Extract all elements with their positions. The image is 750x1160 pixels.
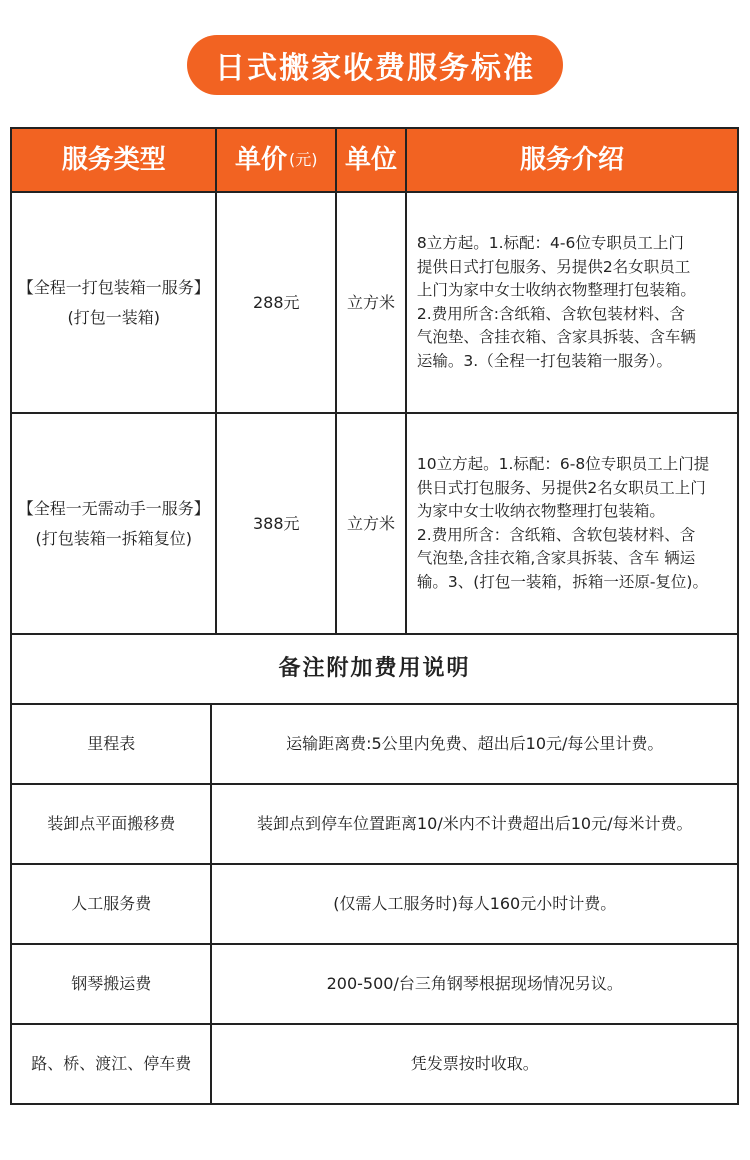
service-description bbox=[407, 414, 739, 635]
description-line: 2.费用所含：含纸箱、含软包装材料、含 bbox=[416, 525, 696, 544]
header-unit-price bbox=[217, 129, 337, 193]
header-unit-price-suffix: (元) bbox=[289, 150, 318, 169]
header-unit: 单位 bbox=[337, 129, 407, 193]
fee-item: 路、桥、渡江、停车费 bbox=[12, 1025, 212, 1105]
description-line: 10立方起。1.标配：6-8位专职员工上门提 bbox=[416, 455, 710, 473]
table-row bbox=[12, 193, 739, 414]
table-row bbox=[12, 414, 739, 635]
fee-row bbox=[12, 945, 739, 1025]
description-line: 上门为家中女士收纳衣物整理打包装箱。 bbox=[416, 281, 696, 299]
header-unit-price-label: 单价 bbox=[235, 145, 288, 175]
header-description: 服务介绍 bbox=[407, 129, 739, 193]
fee-item: 里程表 bbox=[12, 705, 212, 785]
service-name-cell bbox=[12, 414, 217, 635]
description-line: 气泡垫、含挂衣箱、含家具拆装、含车辆 bbox=[416, 328, 696, 346]
service-name-cell bbox=[12, 193, 217, 414]
description-line: 运输。3.（全程一打包装箱一服务）。 bbox=[416, 351, 672, 370]
fee-row bbox=[12, 705, 739, 785]
fee-row bbox=[12, 785, 739, 865]
description-line: 输。3、(打包一装箱，拆箱一还原-复位)。 bbox=[416, 572, 708, 591]
service-unit: 立方米 bbox=[337, 414, 407, 635]
fee-detail: (仅需人工服务时)每人160元小时计费。 bbox=[212, 865, 739, 945]
service-subname: (打包一装箱) bbox=[67, 307, 160, 327]
description-line: 供日式打包服务、另提供2名女职员工上门 bbox=[416, 478, 706, 497]
fee-item: 钢琴搬运费 bbox=[12, 945, 212, 1025]
description-line: 提供日式打包服务、另提供2名女职员工 bbox=[416, 257, 691, 276]
service-price: 388元 bbox=[217, 414, 337, 635]
service-name: 【全程一打包装箱一服务】 bbox=[17, 277, 210, 297]
header-service-type: 服务类型 bbox=[12, 129, 217, 193]
fee-detail: 200-500/台三角钢琴根据现场情况另议。 bbox=[212, 945, 739, 1025]
service-price: 288元 bbox=[217, 193, 337, 414]
table-header-row bbox=[12, 129, 739, 193]
fee-row bbox=[12, 865, 739, 945]
fee-detail: 凭发票按时收取。 bbox=[212, 1025, 739, 1105]
fee-detail: 装卸点到停车位置距离10/米内不计费超出后10元/每米计费。 bbox=[212, 785, 739, 865]
fee-item: 装卸点平面搬移费 bbox=[12, 785, 212, 865]
service-name: 【全程一无需动手一服务】 bbox=[17, 498, 210, 518]
notes-title-row bbox=[12, 635, 739, 705]
description-line: 气泡垫,含挂衣箱,含家具拆装、含车 辆运 bbox=[416, 549, 696, 567]
pricing-table bbox=[10, 127, 739, 1105]
service-subname: (打包装箱一拆箱复位) bbox=[35, 528, 192, 548]
description-line: 2.费用所含:含纸箱、含软包装材料、含 bbox=[416, 304, 685, 323]
notes-title: 备注附加费用说明 bbox=[12, 635, 739, 705]
page-title: 日式搬家收费服务标准 bbox=[187, 35, 563, 95]
service-description bbox=[407, 193, 739, 414]
description-line: 8立方起。1.标配：4-6位专职员工上门 bbox=[416, 234, 684, 252]
fee-item: 人工服务费 bbox=[12, 865, 212, 945]
service-unit: 立方米 bbox=[337, 193, 407, 414]
fee-detail: 运输距离费:5公里内免费、超出后10元/每公里计费。 bbox=[212, 705, 739, 785]
description-line: 为家中女士收纳衣物整理打包装箱。 bbox=[416, 502, 665, 520]
fee-row bbox=[12, 1025, 739, 1105]
